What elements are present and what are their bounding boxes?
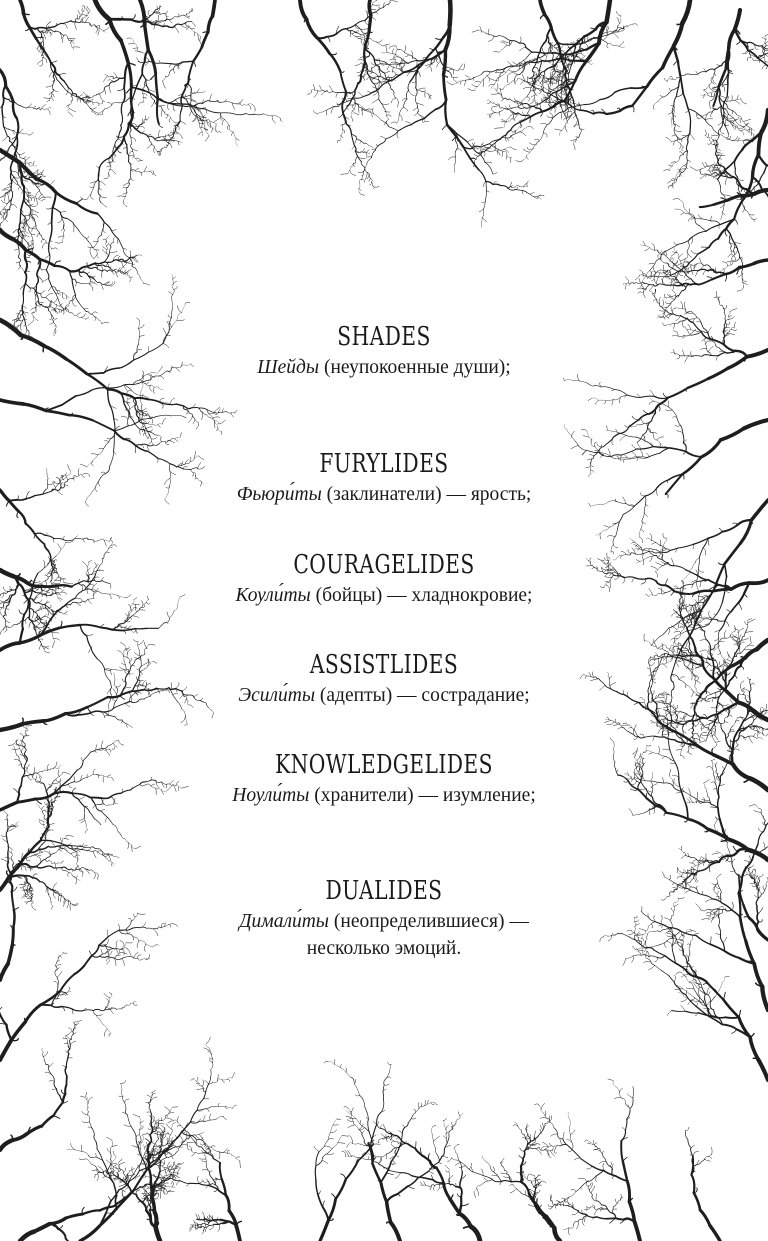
entry-name-russian: Коули́ты (235, 585, 311, 606)
entry-title: COURAGELIDES (293, 550, 475, 580)
entry-description (134, 582, 634, 609)
entry-description-text: (бойцы) — хладнокровие; (310, 585, 533, 606)
entry-description (134, 354, 634, 381)
entry-furylides (134, 449, 634, 508)
entry-assistlides (134, 650, 634, 709)
entry-title: DUALIDES (325, 876, 443, 906)
entry-description-text: (адепты) — сострадание; (315, 685, 530, 706)
entry-shades (134, 322, 634, 381)
entry-dualides (134, 876, 634, 962)
entry-description (134, 782, 634, 809)
entry-description (134, 481, 634, 508)
entry-title: SHADES (337, 322, 431, 352)
entry-title: FURYLIDES (319, 449, 449, 479)
entry-description-text: (неопределившиеся) — (329, 911, 529, 932)
entry-title: KNOWLEDGELIDES (275, 750, 493, 780)
entry-name-russian: Ноули́ты (232, 785, 310, 806)
entry-name-russian: Шейды (257, 357, 320, 378)
entry-description (134, 908, 634, 962)
entry-description (134, 682, 634, 709)
entry-name-russian: Эсили́ты (238, 685, 316, 706)
entry-description-text: (неупокоенные души); (319, 357, 511, 378)
entry-description-text: (хранители) — изумление; (309, 785, 536, 806)
entry-description-text: (заклинатели) — ярость; (321, 484, 532, 505)
entry-name-russian: Фьюри́ты (236, 484, 322, 505)
entry-name-russian: Димали́ты (239, 911, 330, 932)
entry-description-text-line2: несколько эмоций. (306, 938, 462, 959)
entry-couragelides (134, 550, 634, 609)
entry-knowledgelides (134, 750, 634, 809)
entry-title: ASSISTLIDES (309, 650, 459, 680)
